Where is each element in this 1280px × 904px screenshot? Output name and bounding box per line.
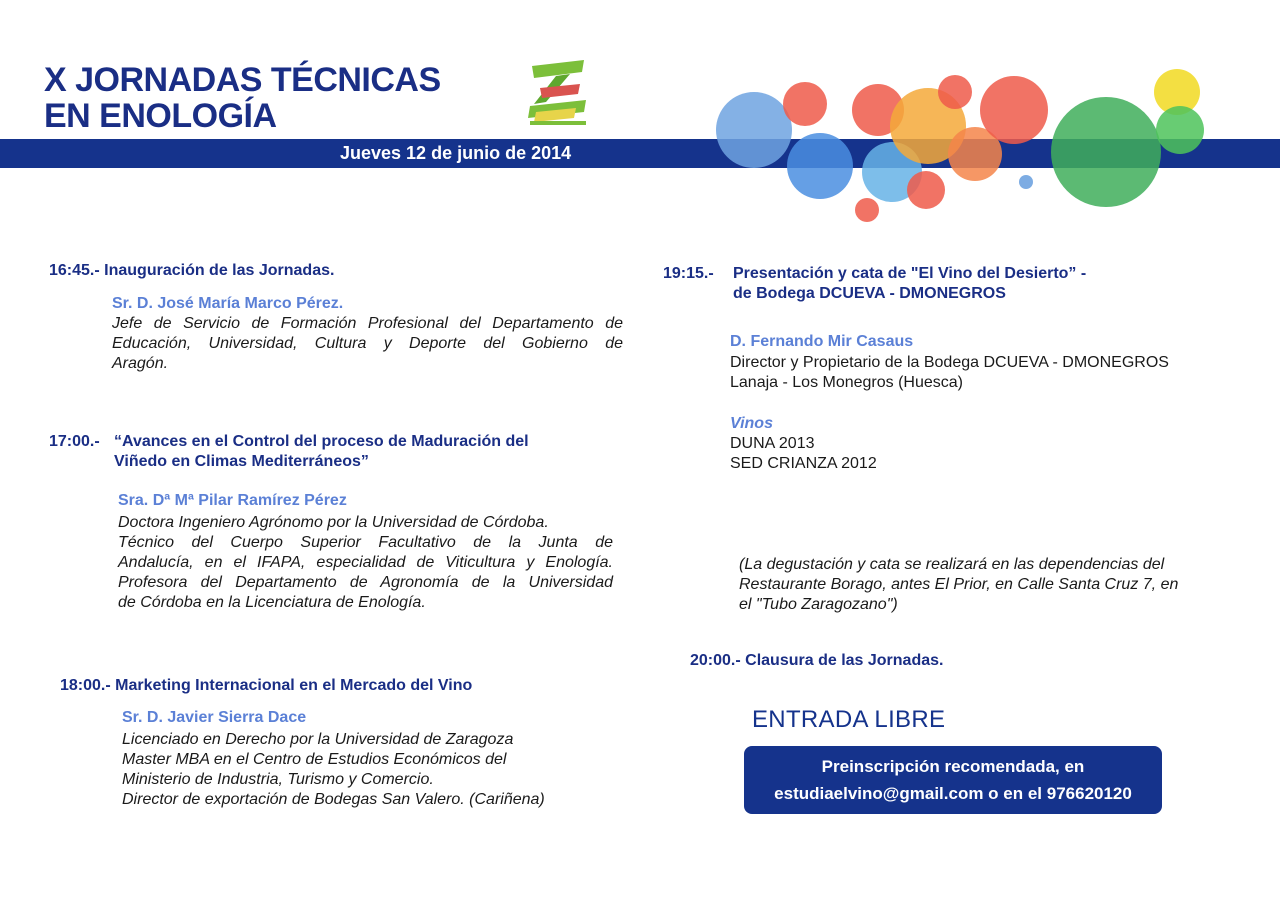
item-title: “Avances en el Control del proceso de Maduración del Viñedo en Climas Mediterráneos” (114, 433, 529, 470)
item-title: Inauguración de las Jornadas. (104, 262, 335, 279)
speaker-bio: Director y Propietario de la Bodega DCUEVA - DMONEGROS Lanaja - Los Monegros (Huesca) (730, 354, 1169, 391)
speaker-name: Sra. Dª Mª Pilar Ramírez Pérez (118, 492, 347, 509)
registration-line-1: Preinscripción recomendada, en (821, 757, 1085, 776)
item-time: 18:00.- (60, 677, 111, 694)
decorative-circles-icon (700, 60, 1280, 230)
item-time: 17:00.- (49, 433, 100, 450)
item-title: Clausura de las Jornadas. (745, 652, 944, 669)
list-item: SED CRIANZA 2012 (730, 455, 877, 472)
item-1700 (49, 432, 100, 452)
item-title: Presentación y cata de "El Vino del Desierto” - de Bodega DCUEVA - DMONEGROS (733, 265, 1087, 302)
speaker-bio: Doctora Ingeniero Agrónomo por la Universidad de Córdoba. Técnico del Cuerpo Superior Facultativo de la Junta de Andalucía, en el IFAPA, especialidad de Viticultura y Enología. Profesora del Departamento de Agronomía de la Universidad de Córdoba en la Licenciatura de Enología. (118, 514, 613, 611)
item-1915 (663, 264, 714, 284)
vinos-heading: Vinos (730, 415, 773, 432)
speaker-bio: Jefe de Servicio de Formación Profesional del Departamento de Educación, Universidad, Cultura y Deporte del Gobierno de Aragón. (112, 315, 623, 372)
item-1800 (60, 676, 472, 696)
page-title (44, 62, 504, 134)
item-time: 19:15.- (663, 265, 714, 282)
speaker-name: Sr. D. Javier Sierra Dace (122, 709, 307, 726)
title-line-2: EN ENOLOGÍA (44, 97, 277, 135)
speaker-name: D. Fernando Mir Casaus (730, 333, 914, 350)
speaker-name: Sr. D. José María Marco Pérez. (112, 295, 344, 312)
vinos-list (730, 434, 877, 474)
item-title: Marketing Internacional en el Mercado del Vino (115, 677, 473, 694)
speaker-bio: Licenciado en Derecho por la Universidad de Zaragoza Master MBA en el Centro de Estudios Económicos del Ministerio de Industria, Turismo y Comercio. Director de exportación de Bodegas San Valero. (Cariñena) (122, 731, 545, 808)
title-line-1: X JORNADAS TÉCNICAS (44, 61, 441, 99)
item-time: 20:00.- (690, 652, 741, 669)
free-entry-label: ENTRADA LIBRE (752, 706, 946, 733)
item-1645 (49, 261, 334, 281)
list-item: DUNA 2013 (730, 435, 815, 452)
item-2000 (690, 651, 943, 671)
item-time: 16:45.- (49, 262, 100, 279)
event-logo (526, 58, 590, 128)
registration-box (744, 746, 1162, 814)
event-date: Jueves 12 de junio de 2014 (340, 143, 572, 163)
registration-contact: estudiaelvino@gmail.com o en el 976620120 (774, 784, 1132, 803)
tasting-note: (La degustación y cata se realizará en las dependencias del Restaurante Borago, antes El Prior, en Calle Santa Cruz 7, en el "Tubo Zaragozano") (739, 556, 1179, 613)
